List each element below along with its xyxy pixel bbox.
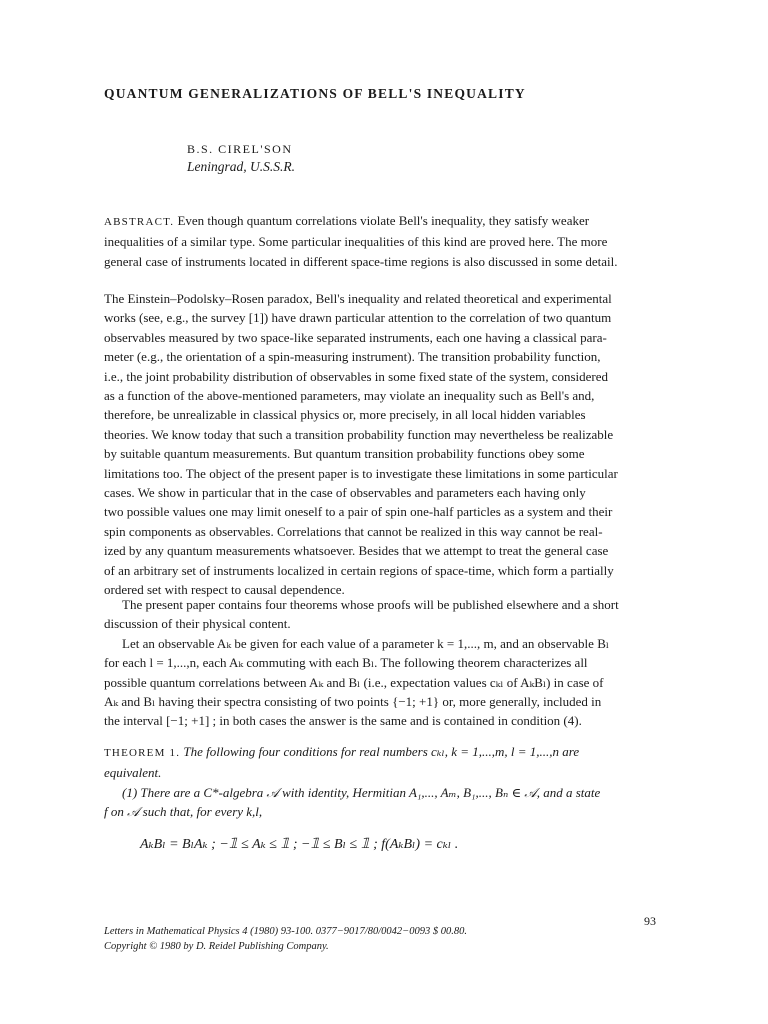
abstract	[104, 211, 670, 271]
body-line: observables measured by two space-like separated instruments, each one having a classical para-	[104, 329, 607, 345]
abstract-line: general case of instruments located in different space-time regions is also discussed in some detail.	[104, 253, 618, 269]
body-line: therefore, be unrealizable in classical physics or, more precisely, in all local hidden variables	[104, 407, 586, 423]
body-line: cases. We show in particular that in the case of observables and parameters each having only	[104, 485, 586, 501]
body-line: The present paper contains four theorems whose proofs will be published elsewhere and a short	[122, 597, 619, 612]
paper-title: QUANTUM GENERALIZATIONS OF BELL'S INEQUALITY	[104, 86, 526, 101]
body-line: i.e., the joint probability distribution of observables in some fixed state of the system, considered	[104, 368, 609, 384]
theorem-text: The following four conditions for real numbers cₖₗ, k = 1,...,m, l = 1,...,n are	[180, 744, 580, 759]
body-line: by suitable quantum measurements. But quantum transition probability functions obey some	[104, 446, 585, 462]
body-paragraph-2	[104, 595, 670, 731]
abstract-line	[104, 211, 670, 232]
body-line: ized by any quantum measurements whatsoever. Besides that we attempt to treat the general case	[104, 543, 609, 559]
copyright-notice: Copyright © 1980 by D. Reidel Publishing Company.	[104, 941, 329, 952]
theorem-line: (1) There are a C*-algebra 𝒜 with identity, Hermitian A₁,..., Aₘ, B₁,..., Bₙ ∈ 𝒜, and a state	[122, 784, 601, 800]
abstract-line: inequalities of a similar type. Some particular inequalities of this kind are proved here. The more	[104, 234, 608, 250]
page-number: 93	[644, 914, 656, 928]
abstract-text: Even though quantum correlations violate Bell's inequality, they satisfy weaker	[174, 213, 590, 228]
body-line: limitations too. The object of the present paper is to investigate these limitations in some particular	[104, 465, 618, 481]
body-line: two possible values one may limit oneself to a pair of spin one-half particles as a system and their	[104, 504, 613, 520]
body-line: possible quantum correlations between Aₖ and Bₗ (i.e., expectation values cₖₗ of AₖBₗ) in case of	[104, 674, 604, 690]
display-equation: AₖBₗ = BₗAₖ ; −𝟙 ≤ Aₖ ≤ 𝟙 ; −𝟙 ≤ Bₗ ≤ 𝟙 ; f(AₖBₗ) = cₖₗ .	[140, 837, 459, 852]
body-line: ordered set with respect to causal dependence.	[104, 582, 345, 598]
body-line: of an arbitrary set of instruments localized in certain regions of space-time, which form a partially	[104, 562, 614, 578]
body-line: Let an observable Aₖ be given for each value of a parameter k = 1,..., m, and an observable Bₗ	[122, 635, 610, 651]
body-line: The Einstein–Podolsky–Rosen paradox, Bell's inequality and related theoretical and experimental	[104, 291, 612, 306]
theorem-label: THEOREM 1.	[104, 747, 181, 759]
journal-citation: Letters in Mathematical Physics 4 (1980) 93-100. 0377−9017/80/0042−0093 $ 00.80.	[104, 926, 467, 937]
theorem-line	[104, 742, 670, 763]
author-name: B.S. CIREL'SON	[187, 142, 293, 156]
theorem-line: equivalent.	[104, 765, 162, 781]
theorem-1	[104, 742, 670, 822]
author-affiliation: Leningrad, U.S.S.R.	[187, 159, 295, 174]
abstract-label: ABSTRACT.	[104, 216, 175, 228]
body-line: spin components as observables. Correlations that cannot be realized in this way cannot be real-	[104, 523, 603, 539]
body-line: as a function of the above-mentioned parameters, may violate an inequality such as Bell's and,	[104, 388, 595, 404]
body-line: works (see, e.g., the survey [1]) have drawn particular attention to the correlation of two quantum	[104, 310, 612, 326]
body-line: the interval [−1; +1] ; in both cases the answer is the same and is contained in condition (4).	[104, 713, 582, 729]
body-line: for each l = 1,...,n, each Aₖ commuting with each Bₗ. The following theorem characterizes all	[104, 655, 588, 671]
body-line: theories. We know today that such a transition probability function may nevertheless be realizable	[104, 426, 614, 442]
body-line: discussion of their physical content.	[104, 616, 291, 632]
body-line: Aₖ and Bₗ having their spectra consisting of two points {−1; +1} or, more generally, included in	[104, 694, 602, 710]
body-line: meter (e.g., the orientation of a spin-measuring instrument). The transition probability function,	[104, 349, 601, 365]
journal-footer	[104, 924, 467, 954]
body-paragraph-1	[104, 289, 670, 600]
theorem-line: f on 𝒜 such that, for every k,l,	[104, 804, 263, 820]
